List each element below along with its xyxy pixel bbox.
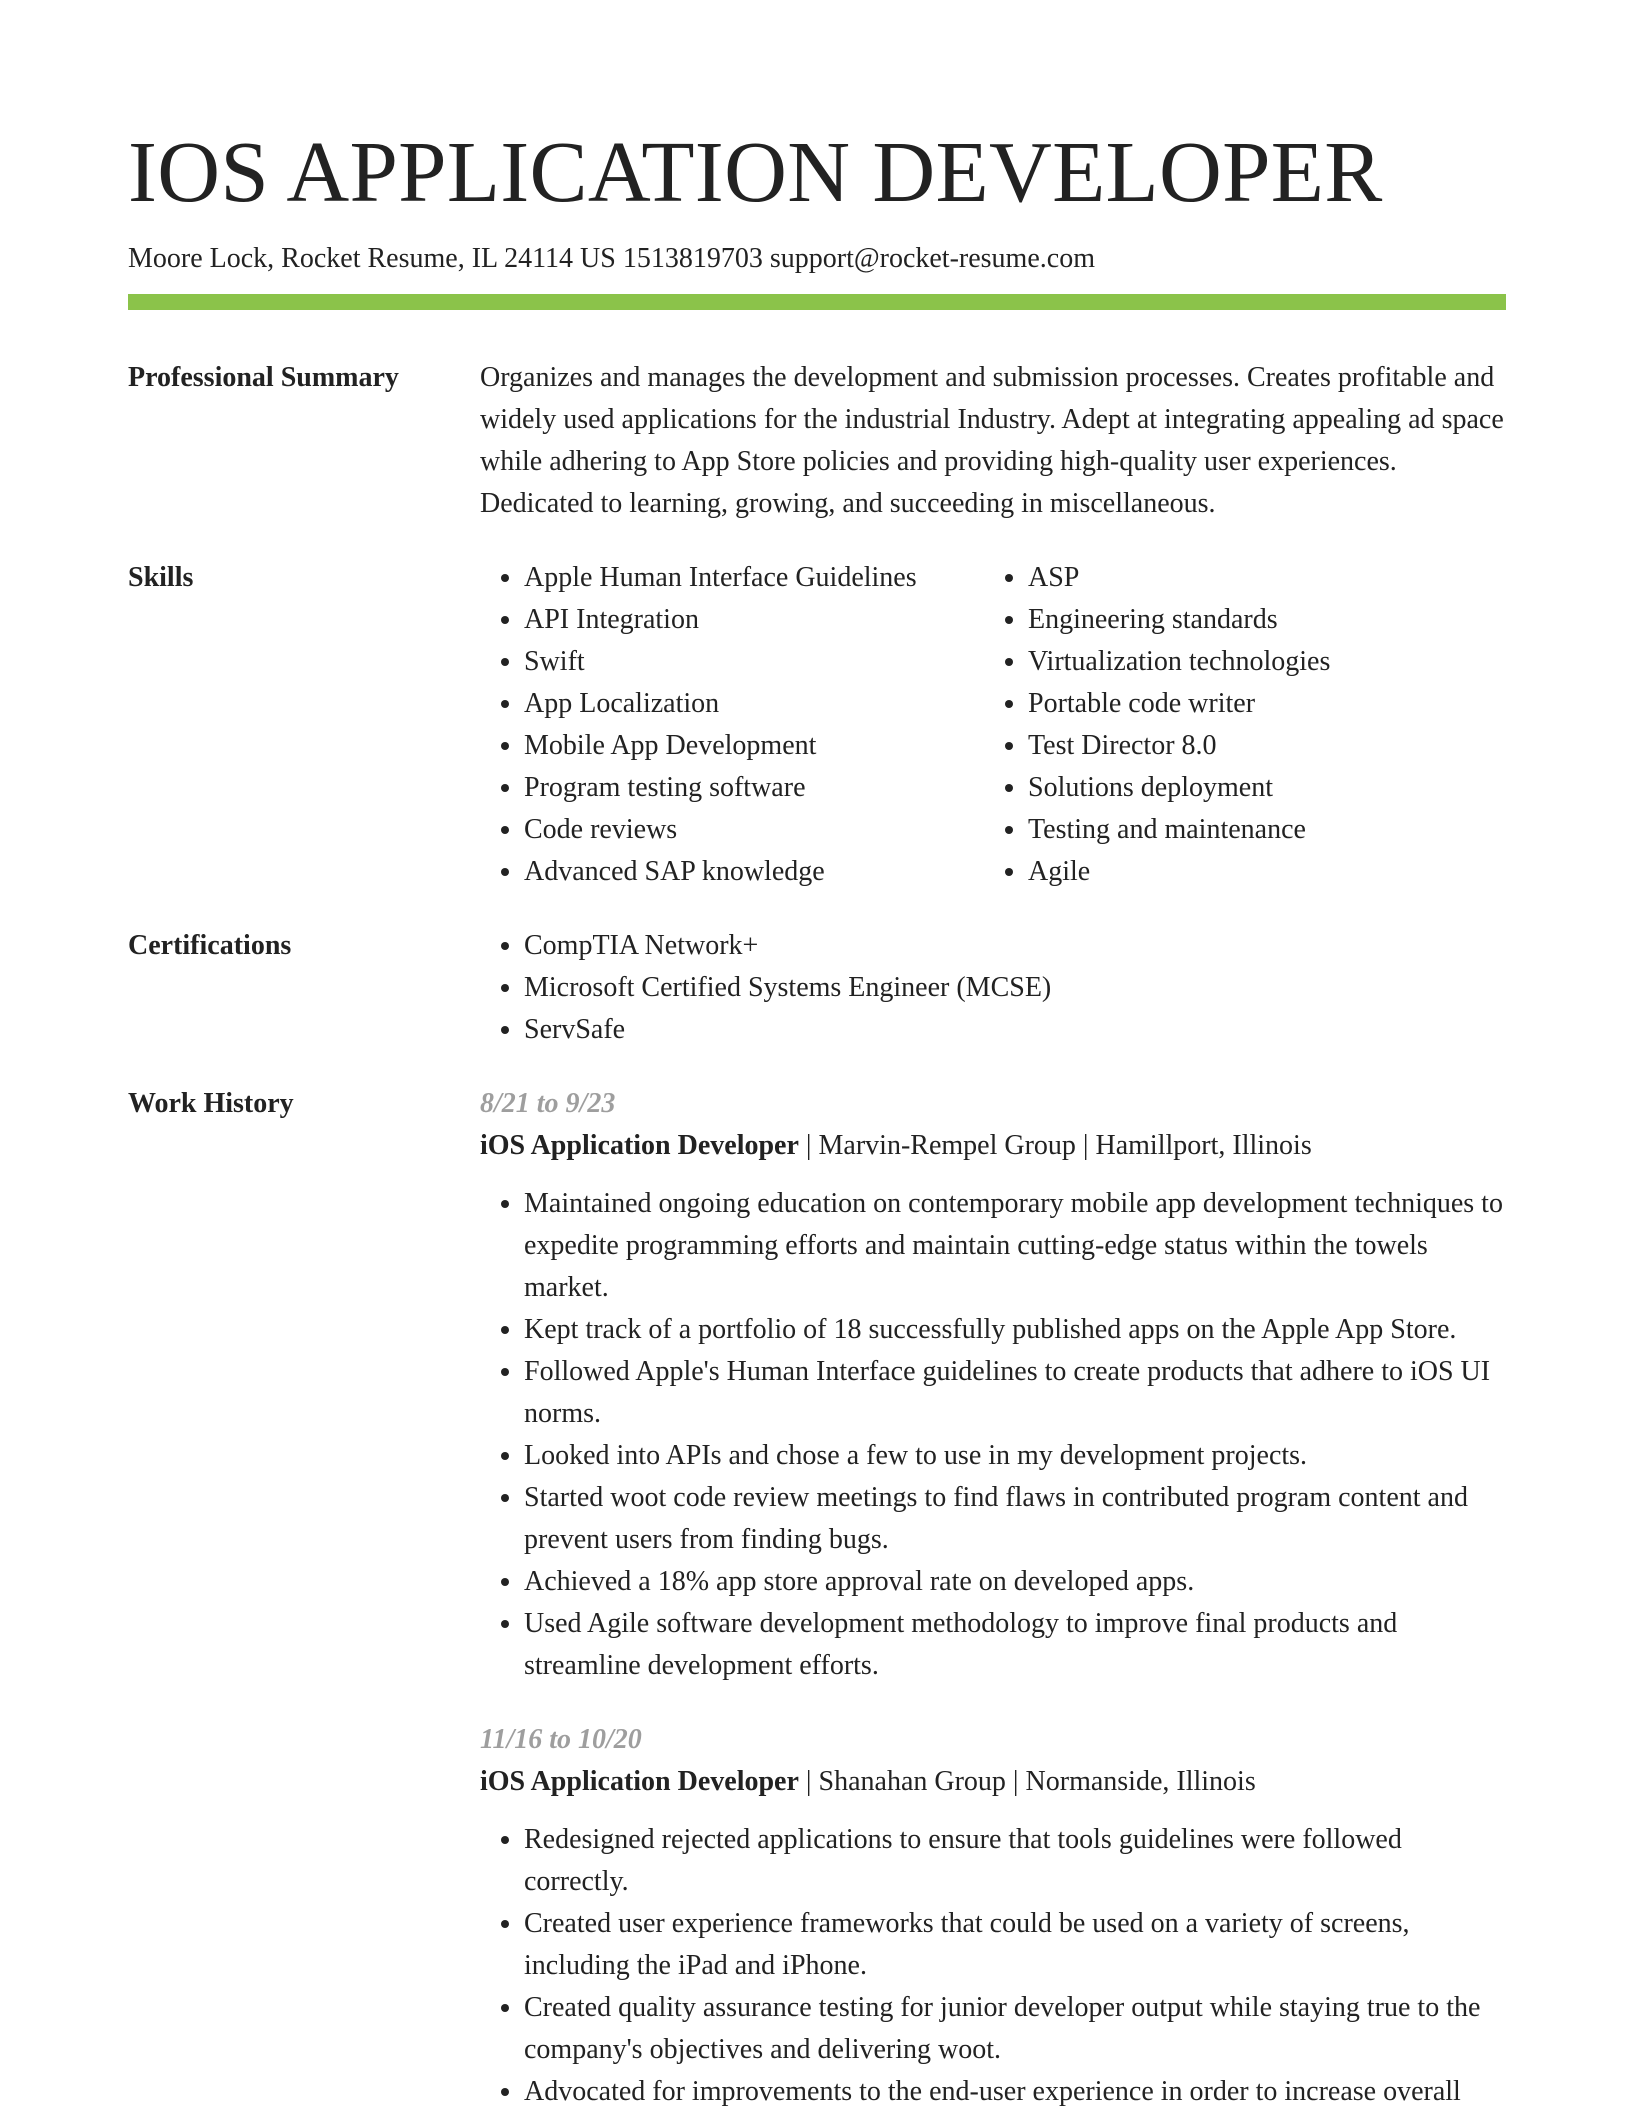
job-bullet: • Looked into APIs and chose a few to use in my development projects. [524,1435,1506,1477]
skills-label: Skills [128,562,194,593]
skill-item: • Portable code writer [1028,683,1488,725]
contact-email: support@rocket-resume.com [769,243,1095,274]
skills-column-1 [480,557,984,893]
skill-item: • App Localization [524,683,984,725]
skill-item: • Swift [524,641,984,683]
contact-phone: 1513819703 [622,243,763,274]
job-details: | Marvin-Rempel Group | Hamillport, Illinois [798,1130,1312,1161]
job-bullets [480,1819,1506,2113]
skill-item: • Engineering standards [1028,599,1488,641]
job-dates: 8/21 to 9/23 [480,1088,616,1119]
skill-item: • Testing and maintenance [1028,809,1488,851]
job-bullet: • Created user experience frameworks that could be used on a variety of screens, including the iPad and iPhone. [524,1903,1506,1987]
summary-text: Organizes and manages the development and submission processes. Creates profitable and widely used applications for the industrial Industry. Adept at integrating appealing ad space while adhering to App Store policies and providing high-quality user experiences. Dedicated to learning, growing, and succeeding in miscellaneous. [480,362,1504,519]
job-bullet: • Redesigned rejected applications to ensure that tools guidelines were followed correctly. [524,1819,1506,1903]
summary-label: Professional Summary [128,362,399,393]
job-bullet: • Used Agile software development methodology to improve final products and streamline development efforts. [524,1603,1506,1687]
skill-item: • Test Director 8.0 [1028,725,1488,767]
job-bullet: • Created quality assurance testing for junior developer output while staying true to the company's objectives and delivering woot. [524,1987,1506,2071]
skill-item: • Mobile App Development [524,725,984,767]
work-history-label: Work History [128,1088,294,1119]
skill-item: • Advanced SAP knowledge [524,851,984,893]
certifications-list [480,925,1506,1051]
skill-item: • ASP [1028,557,1488,599]
certification-item: • Microsoft Certified Systems Engineer (MCSE) [524,967,1506,1009]
job-details: | Shanahan Group | Normanside, Illinois [798,1766,1256,1797]
certifications-section [128,925,1506,1051]
skill-item: • Program testing software [524,767,984,809]
resume-page [128,124,1506,2113]
job-heading [480,1125,1506,1167]
summary-section [128,357,1506,525]
job-heading [480,1761,1506,1803]
job-bullet: • Kept track of a portfolio of 18 successfully published apps on the Apple App Store. [524,1309,1506,1351]
skills-section [128,557,1506,893]
job-bullet: • Advocated for improvements to the end-user experience in order to increase overall [524,2071,1506,2113]
skill-item: • Virtualization technologies [1028,641,1488,683]
contact-address: Moore Lock, Rocket Resume, IL 24114 US [128,243,616,274]
job-title: iOS Application Developer [480,1130,799,1161]
job-bullets [480,1183,1506,1687]
accent-divider [128,294,1506,310]
skill-item: • Agile [1028,851,1488,893]
skills-column-2 [984,557,1488,893]
job-entry [480,1719,1506,2113]
job-bullet: • Followed Apple's Human Interface guidelines to create products that adhere to iOS UI norms. [524,1351,1506,1435]
certification-item: • ServSafe [524,1009,1506,1051]
certification-item: • CompTIA Network+ [524,925,1506,967]
skill-item: • API Integration [524,599,984,641]
skill-item: • Code reviews [524,809,984,851]
job-dates: 11/16 to 10/20 [480,1724,642,1755]
skill-item: • Apple Human Interface Guidelines [524,557,984,599]
contact-line [128,242,1506,276]
job-title: iOS Application Developer [480,1766,799,1797]
work-history-section [128,1083,1506,2113]
skills-grid [480,557,1506,893]
job-bullet: • Started woot code review meetings to find flaws in contributed program content and prevent users from finding bugs. [524,1477,1506,1561]
skill-item: • Solutions deployment [1028,767,1488,809]
certifications-label: Certifications [128,930,292,961]
job-bullet: • Achieved a 18% app store approval rate on developed apps. [524,1561,1506,1603]
resume-title: IOS APPLICATION DEVELOPER [128,123,1383,220]
job-bullet: • Maintained ongoing education on contemporary mobile app development techniques to expedite programming efforts and maintain cutting-edge status within the towels market. [524,1183,1506,1309]
job-entry [480,1083,1506,1687]
